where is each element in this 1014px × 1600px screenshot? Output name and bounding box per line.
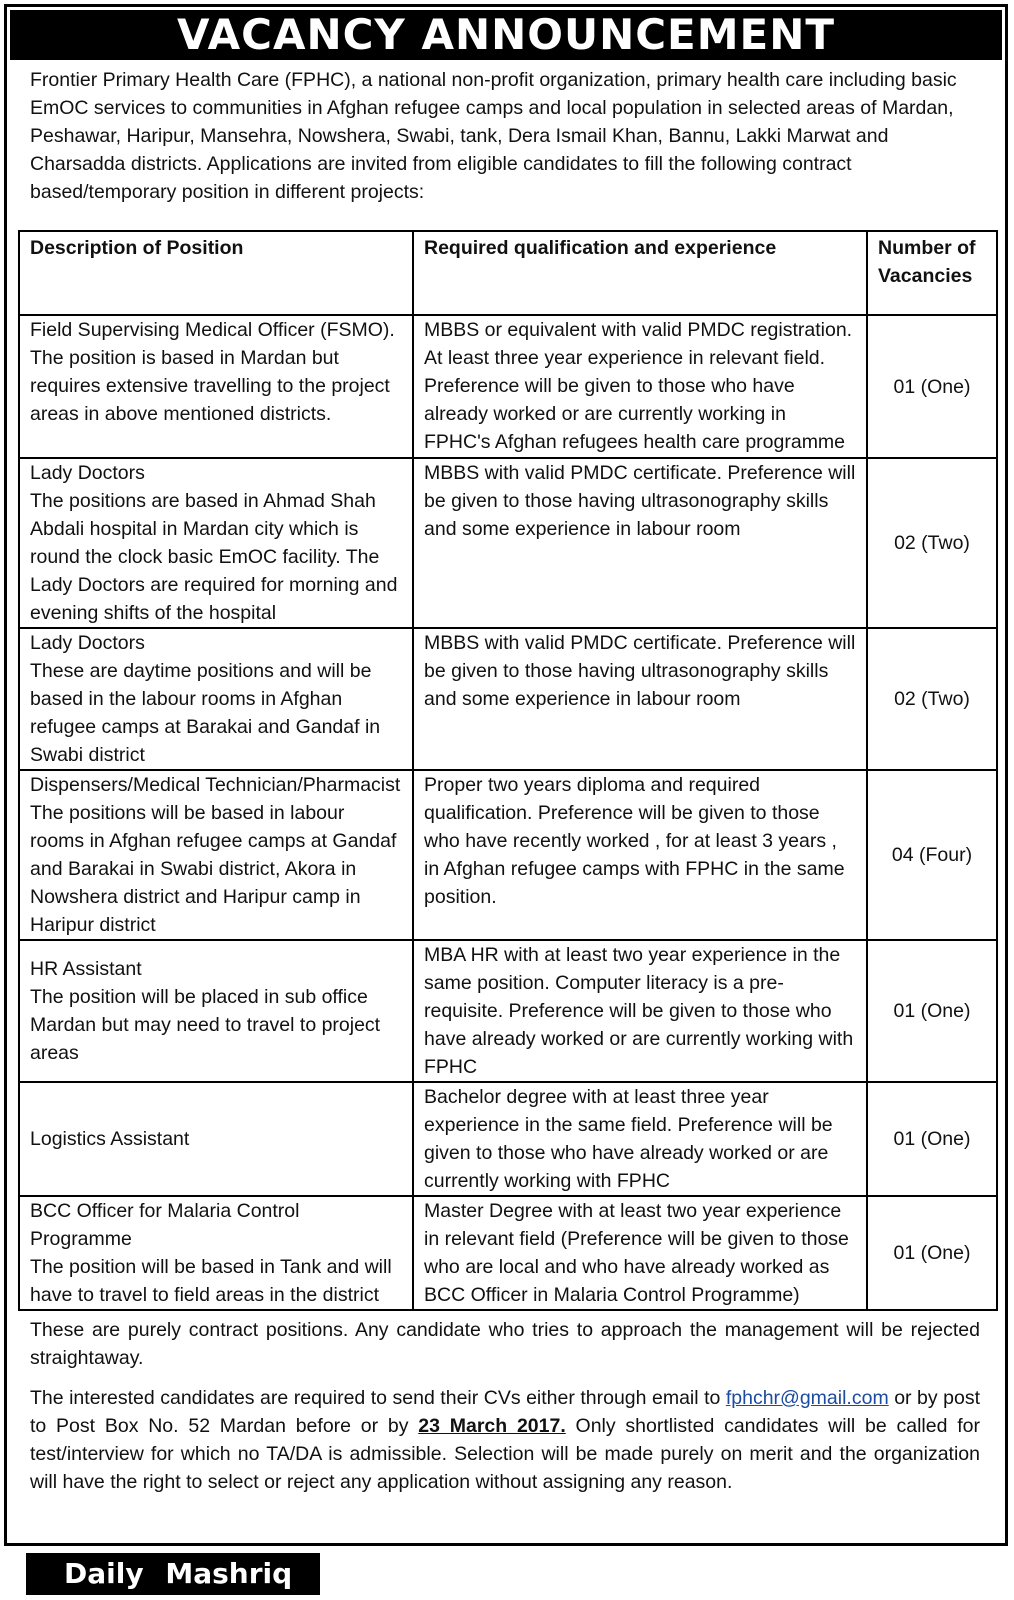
vacancy-count: 01 (One) — [867, 315, 997, 458]
apply-middle: or by post to Post Box No. 52 Mardan before or by — [30, 1387, 980, 1437]
table-row — [19, 315, 997, 458]
table-row — [19, 458, 997, 628]
position-description: The position will be placed in sub office Mardan but may need to travel to project areas — [30, 986, 381, 1064]
qualification-cell: MBA HR with at least two year experience in the same position. Computer literacy is a pre-requisite. Preference will be given to those who have already worked or are currently working with FPHC — [413, 940, 867, 1082]
position-cell — [19, 940, 413, 1082]
table-row — [19, 1196, 997, 1310]
vacancy-count: 02 (Two) — [867, 628, 997, 770]
page-title: VACANCY ANNOUNCEMENT — [10, 10, 1002, 60]
position-cell — [19, 458, 413, 628]
newspaper-source-label: Daily Mashriq — [26, 1553, 320, 1595]
qualification-cell: MBBS with valid PMDC certificate. Preference will be given to those having ultrasonography skills and some experience in labour room — [413, 458, 867, 628]
header-qualification: Required qualification and experience — [413, 231, 867, 315]
position-description: The positions are based in Ahmad Shah Abdali hospital in Mardan city which is round the clock basic EmOC facility. The Lady Doctors are required for morning and evening shifts of the hospital — [30, 490, 398, 624]
header-description: Description of Position — [19, 231, 413, 315]
position-title: Lady Doctors — [30, 632, 145, 654]
position-description: The position will be based in Tank and will have to travel to field areas in the district — [30, 1256, 392, 1306]
vacancy-count: 01 (One) — [867, 940, 997, 1082]
email-link[interactable]: fphchr@gmail.com — [725, 1387, 889, 1409]
table-row — [19, 628, 997, 770]
position-title: Field Supervising Medical Officer (FSMO). — [30, 319, 395, 341]
application-instructions — [30, 1384, 980, 1496]
qualification-cell: MBBS with valid PMDC certificate. Preference will be given to those having ultrasonography skills and some experience in labour room — [413, 628, 867, 770]
position-description: These are daytime positions and will be based in the labour rooms in Afghan refugee camps at Barakai and Gandaf in Swabi district — [30, 660, 381, 766]
position-cell — [19, 770, 413, 940]
position-description: The position is based in Mardan but requires extensive travelling to the project areas in above mentioned districts. — [30, 347, 390, 425]
vacancy-count: 01 (One) — [867, 1082, 997, 1196]
position-title: BCC Officer for Malaria Control Programme — [30, 1200, 300, 1250]
qualification-cell: Master Degree with at least two year experience in relevant field (Preference will be given to those who are local and who have already worked as BCC Officer in Malaria Control Programme) — [413, 1196, 867, 1310]
table-row — [19, 770, 997, 940]
table-header-row — [19, 231, 997, 315]
table-row — [19, 1082, 997, 1196]
table-row — [19, 940, 997, 1082]
vacancy-table — [18, 230, 998, 1311]
position-title: HR Assistant — [30, 958, 142, 980]
intro-paragraph: Frontier Primary Health Care (FPHC), a national non-profit organization, primary health care including basic EmOC services to communities in Afghan refugee camps and local population in selected areas of Mardan, Peshawar, Haripur, Mansehra, Nowshera, Swabi, tank, Dera Ismail Khan, Bannu, Lakki Marwat and Charsadda districts. Applications are invited from eligible candidates to fill the following contract based/temporary position in different projects: — [30, 69, 957, 203]
position-title: Lady Doctors — [30, 462, 145, 484]
qualification-cell: Proper two years diploma and required qualification. Preference will be given to those who have recently worked , for at least 3 years , in Afghan refugee camps with FPHC in the same position. — [413, 770, 867, 940]
vacancy-count: 04 (Four) — [867, 770, 997, 940]
position-cell — [19, 1082, 413, 1196]
position-title: Logistics Assistant — [30, 1128, 190, 1150]
position-title: Dispensers/Medical Technician/Pharmacist — [30, 774, 401, 796]
header-vacancies: Number of Vacancies — [867, 231, 997, 315]
contract-note: These are purely contract positions. Any candidate who tries to approach the management will be rejected straightaway. — [30, 1319, 980, 1369]
position-cell — [19, 628, 413, 770]
vacancy-count: 02 (Two) — [867, 458, 997, 628]
position-cell — [19, 1196, 413, 1310]
apply-suffix: Only shortlisted candidates will be called for test/interview for which no TA/DA is admissible. Selection will be made purely on merit and the organization will have the right to select or reject any application without assigning any reason. — [30, 1415, 980, 1493]
vacancy-count: 01 (One) — [867, 1196, 997, 1310]
position-description: The positions will be based in labour rooms in Afghan refugee camps at Gandaf and Barakai in Swabi district, Akora in Nowshera district and Haripur camp in Haripur district — [30, 802, 397, 936]
qualification-cell: Bachelor degree with at least three year experience in the same field. Preference will be given to those who have already worked or are currently working with FPHC — [413, 1082, 867, 1196]
deadline-date: 23 March 2017. — [418, 1415, 566, 1437]
position-cell — [19, 315, 413, 458]
apply-prefix: The interested candidates are required to send their CVs either through email to — [30, 1387, 721, 1409]
qualification-cell: MBBS or equivalent with valid PMDC registration. At least three year experience in relevant field. Preference will be given to those who have already worked or are currently working in FPHC's Afghan refugees health care programme — [413, 315, 867, 458]
